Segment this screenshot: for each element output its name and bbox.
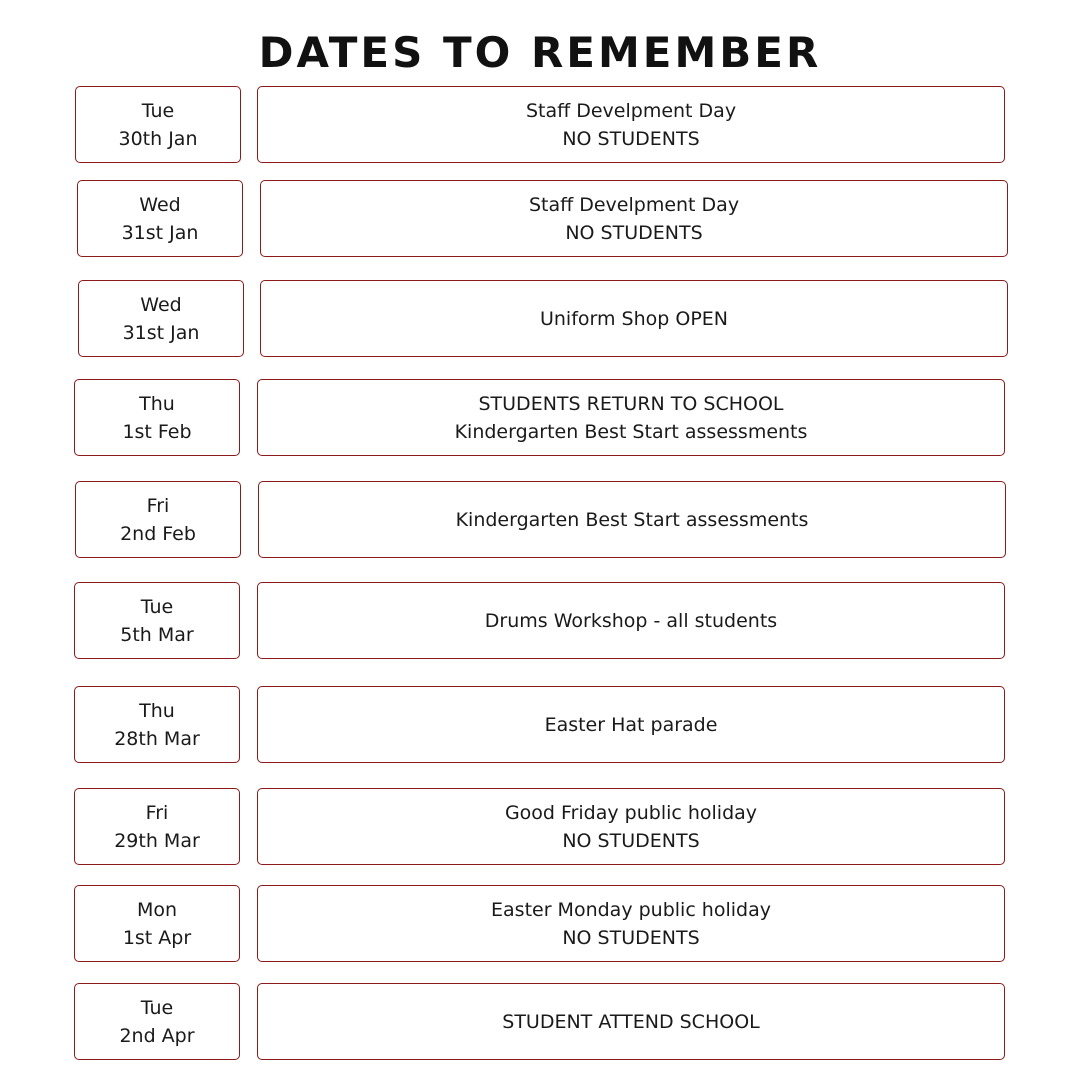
event-box [260, 280, 1008, 357]
date-box [75, 481, 241, 558]
event-line-2: NO STUDENTS [562, 127, 700, 150]
day-label: Wed [139, 193, 181, 216]
event-line-1: Drums Workshop - all students [484, 609, 778, 632]
date-box [75, 86, 241, 163]
date-label: 29th Mar [114, 829, 200, 852]
event-box [257, 788, 1005, 865]
event-row [0, 788, 1080, 867]
event-row [0, 983, 1080, 1062]
event-box [257, 582, 1005, 659]
date-box [77, 180, 243, 257]
date-box [74, 788, 240, 865]
event-line-1: Kindergarten Best Start assessments [455, 508, 809, 531]
event-row [0, 180, 1080, 259]
event-line-2: NO STUDENTS [562, 829, 700, 852]
day-label: Tue [140, 996, 174, 1019]
event-row [0, 686, 1080, 765]
event-line-1: Staff Develpment Day [528, 193, 740, 216]
event-line-1: STUDENTS RETURN TO SCHOOL [478, 392, 784, 415]
date-box [74, 582, 240, 659]
date-box [74, 686, 240, 763]
event-box [257, 885, 1005, 962]
event-line-1: Good Friday public holiday [504, 801, 758, 824]
event-box [257, 86, 1005, 163]
date-box [74, 379, 240, 456]
date-label: 31st Jan [122, 321, 200, 344]
event-box [260, 180, 1008, 257]
event-line-1: Staff Develpment Day [525, 99, 737, 122]
event-line-1: Uniform Shop OPEN [539, 307, 729, 330]
event-box [257, 983, 1005, 1060]
day-label: Fri [145, 801, 169, 824]
event-row [0, 481, 1080, 560]
date-box [74, 983, 240, 1060]
day-label: Tue [140, 595, 174, 618]
date-label: 2nd Apr [119, 1024, 195, 1047]
event-line-2: Kindergarten Best Start assessments [454, 420, 808, 443]
day-label: Thu [139, 392, 175, 415]
event-row [0, 885, 1080, 964]
event-line-2: NO STUDENTS [562, 926, 700, 949]
date-label: 28th Mar [114, 727, 200, 750]
event-line-1: Easter Monday public holiday [491, 898, 771, 921]
event-line-1: STUDENT ATTEND SCHOOL [502, 1010, 760, 1033]
event-box [258, 481, 1006, 558]
day-label: Tue [141, 99, 175, 122]
date-box [74, 885, 240, 962]
event-row [0, 280, 1080, 359]
event-box [257, 379, 1005, 456]
date-label: 31st Jan [121, 221, 199, 244]
day-label: Mon [136, 898, 178, 921]
date-label: 2nd Feb [120, 522, 196, 545]
date-box [78, 280, 244, 357]
event-row [0, 379, 1080, 458]
event-row [0, 86, 1080, 165]
page-title: DATES TO REMEMBER [258, 28, 822, 77]
date-label: 30th Jan [118, 127, 198, 150]
date-label: 5th Mar [120, 623, 194, 646]
day-label: Fri [146, 494, 170, 517]
event-row [0, 582, 1080, 661]
date-label: 1st Feb [122, 420, 192, 443]
event-line-1: Easter Hat parade [544, 713, 718, 736]
event-box [257, 686, 1005, 763]
day-label: Thu [139, 699, 175, 722]
event-line-2: NO STUDENTS [565, 221, 703, 244]
date-label: 1st Apr [122, 926, 192, 949]
day-label: Wed [140, 293, 182, 316]
